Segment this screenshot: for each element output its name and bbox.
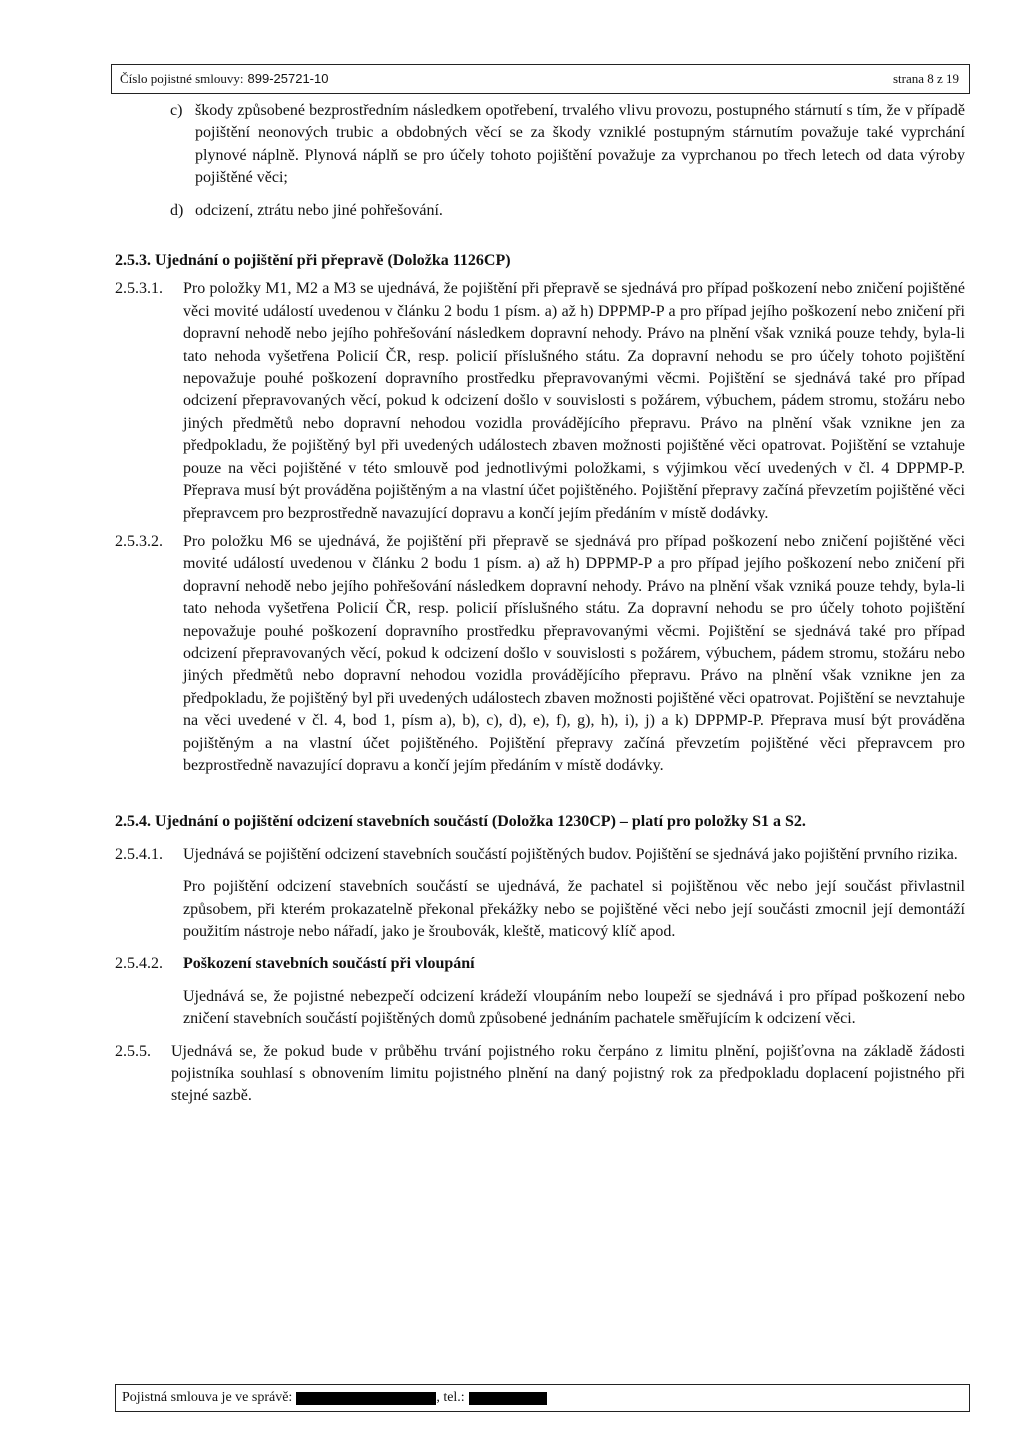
footer-tel-label: , tel.: xyxy=(436,1390,465,1405)
clause-2-5-3-1 xyxy=(115,278,965,524)
clause-text: Ujednává se, že pokud bude v průběhu trvání pojistného roku čerpáno z limitu plnění, pojišťovna na základě žádosti pojistníka souhlasí s obnovením limitu pojistného plnění na daný pojistný rok za předpokladu doplacení pojistného při stejné sazbě. xyxy=(171,1042,965,1105)
policy-number-label: Číslo pojistné smlouvy: xyxy=(120,71,244,86)
policy-number: 899-25721-10 xyxy=(247,71,329,86)
clause-text: Ujednává se pojištění odcizení stavebních součástí pojištěných budov. Pojištění se sjednává jako pojištění prvního rizika. xyxy=(183,845,958,863)
footer-label: Pojistná smlouva je ve správě: xyxy=(122,1390,293,1405)
clause-label: 2.5.4.1. xyxy=(115,845,163,863)
clause-continuation: Pro pojištění odcizení stavebních součástí se ujednává, že pachatel si pojištěnou věc nebo její součást přivlastnil způsobem, při kterém prokazatelně překonal překážky nebo se pojištěné věci nebo její součásti zmocnil její demontáží použitím nástroje nebo nářadí, jako je šroubovák, kleště, maticový klíč apod. xyxy=(183,878,965,940)
policy-number-group xyxy=(120,71,328,87)
clause-label: 2.5.3.1. xyxy=(115,280,163,298)
clause-text: Pro položky M1, M2 a M3 se ujednává, že pojištění při přepravě se sjednává pro případ poškození nebo zničení pojištěné věci movité událostí uvedenou v článku 2 bodu 1 písm. a) až h) DPPMP-P a pro případ jejího poškození nebo zničení při dopravní nehodě nebo jejího pohřešování následkem dopravní nehody. Právo na plnění však vzniká pouze tehdy, byla-li tato nehoda vyšetřena Policií ČR, resp. policií příslušného státu. Za dopravní nehodu se pro účely tohoto pojištění nepovažuje pouhé poškození dopravního prostředku přepravovanými věcmi. Pojištění se sjednává také pro případ odcizení přepravovaných věcí, pokud k odcizení došlo v souvislosti s požárem, výbuchem, pádem stromu, stožáru nebo jiných předmětů nebo dopravní nehodou vozidla provádějícího přepravu. Právo na plnění však vznikne jen za předpokladu, že pojištěný byl při uvedených událostech zbaven možnosti pojištěné věci opatrovat. Pojištění se vztahuje pouze na věci pojištěné v této smlouvě pod jednotlivými položkami, s výjimkou věcí uvedených v čl. 4 DPPMP-P. Přeprava musí být prováděna pojištěným a na vlastní účet pojištěného. Pojištění přepravy začíná převzetím pojištěné věci přepravcem pro bezprostředně navazující dopravu a končí jejím předáním v místě dodávky. xyxy=(183,280,965,522)
list-item xyxy=(115,200,965,222)
page-footer xyxy=(115,1384,970,1412)
clause-text: Ujednává se, že pojistné nebezpečí odcizení krádeží vloupáním nebo loupeží se sjednává i pro případ poškození nebo zničení stavebních součástí pojištěných domů způsobené jednáním pachatele směřujícím k odcizení věci. xyxy=(183,987,965,1028)
redacted-name xyxy=(296,1392,436,1405)
clause-2-5-4-2 xyxy=(115,953,965,975)
list-item-label: d) xyxy=(170,201,184,219)
clause-label: 2.5.5. xyxy=(115,1042,151,1060)
clause-heading: Poškození stavebních součástí při vloupání xyxy=(183,955,475,973)
clause-label: 2.5.4.2. xyxy=(115,955,163,973)
list-item-text: odcizení, ztrátu nebo jiné pohřešování. xyxy=(195,201,443,219)
page-content xyxy=(115,100,965,1108)
clause-2-5-3-2 xyxy=(115,531,965,777)
list-item-label: c) xyxy=(170,102,183,119)
list-item xyxy=(115,100,965,190)
redacted-phone xyxy=(469,1392,547,1405)
page-header xyxy=(111,64,970,94)
clause-2-5-4-1 xyxy=(115,844,965,866)
section-heading-2-5-3: 2.5.3. Ujednání o pojištění při přepravě (Doložka 1126CP) xyxy=(115,252,511,270)
clause-2-5-5 xyxy=(115,1041,965,1108)
page-indicator: strana 8 z 19 xyxy=(892,71,959,86)
list-item-text: škody způsobené bezprostředním následkem opotřebení, trvalého vlivu provozu, postupného stárnutí s tím, že v případě pojištění neonových trubic a obdobných věcí se za škody vzniklé postupným stárnutím považuje také vyprchání plynové náplně. Plynová náplň se pro účely tohoto pojištění považuje za vyprchanou po třech letech od data výroby pojištěné věci; xyxy=(195,102,965,187)
section-heading-2-5-4: 2.5.4. Ujednání o pojištění odcizení stavebních součástí (Doložka 1230CP) – platí pro položky S1 a S2. xyxy=(115,813,806,831)
clause-label: 2.5.3.2. xyxy=(115,532,163,550)
clause-text: Pro položku M6 se ujednává, že pojištění při přepravě se sjednává pro případ poškození nebo zničení pojištěné věci movité událostí uvedenou v článku 2 bodu 1 písm. a) až h) DPPMP-P a pro případ jejího poškození nebo zničení při dopravní nehodě nebo jejího pohřešování následkem dopravní nehody. Právo na plnění však vzniká pouze tehdy, byla-li tato nehoda vyšetřena Policií ČR, resp. policií příslušného státu. Za dopravní nehodu se pro účely tohoto pojištění nepovažuje pouhé poškození dopravního prostředku přepravovanými věcmi. Pojištění se sjednává také pro případ odcizení přepravovaných věcí, pokud k odcizení došlo v souvislosti s požárem, výbuchem, pádem stromu, stožáru nebo jiných předmětů nebo dopravní nehodou vozidla provádějícího přepravu. Právo na plnění však vznikne jen za předpokladu, že pojištěný byl při uvedených událostech zbaven možnosti pojištěné věci opatrovat. Pojištění se nevztahuje na věci uvedené v čl. 4, bod 1, písm a), b), c), d), e), f), g), h), i), j) a k) DPPMP-P. Přeprava musí být prováděna pojištěným a na vlastní účet pojištěného. Pojištění přepravy začíná převzetím pojištěné věci přepravcem pro bezprostředně navazující dopravu a končí jejím předáním v místě dodávky. xyxy=(183,532,965,774)
